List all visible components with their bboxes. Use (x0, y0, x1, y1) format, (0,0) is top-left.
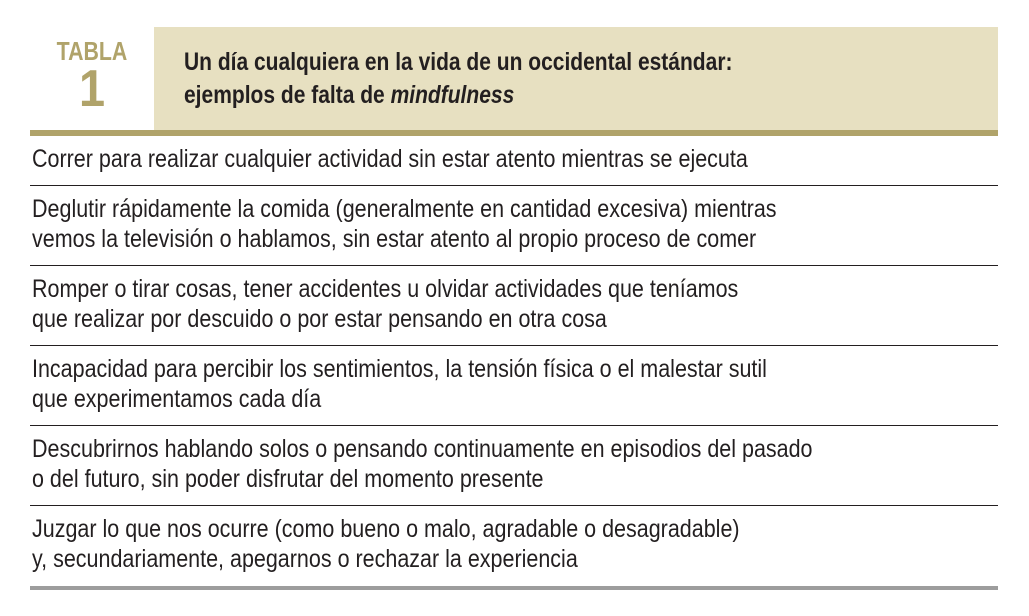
row-line: o del futuro, sin poder disfrutar del momento presente (32, 465, 544, 493)
table-title-prefix: ejemplos de falta de (184, 81, 391, 109)
table-header (30, 27, 998, 130)
table-title-line-2 (184, 80, 514, 110)
table-row (30, 426, 998, 506)
row-line: Correr para realizar cualquier actividad sin estar atento mientras se ejecuta (32, 145, 748, 173)
table-label: TABLA (56, 36, 128, 66)
row-line: Incapacidad para percibir los sentimientos, la tensión física o el malestar sutil (32, 355, 767, 383)
table (30, 27, 998, 573)
table-row (30, 136, 998, 186)
row-line: Descubrirnos hablando solos o pensando continuamente en episodios del pasado (32, 435, 813, 463)
table-row (30, 346, 998, 426)
row-line: Juzgar lo que nos ocurre (como bueno o malo, agradable o desagradable) (32, 515, 740, 543)
table-number: 1 (78, 60, 106, 118)
row-line: que realizar por descuido o por estar pensando en otra cosa (32, 305, 607, 333)
table-title-line-1: Un día cualquiera en la vida de un occidental estándar: (184, 48, 733, 76)
table-row (30, 186, 998, 266)
table-row (30, 506, 998, 586)
row-line: que experimentamos cada día (32, 385, 322, 413)
row-line: Deglutir rápidamente la comida (generalmente en cantidad excesiva) mientras (32, 195, 777, 223)
table-label-box (30, 27, 154, 130)
table-title-italic: mindfulness (390, 81, 515, 109)
row-line: vemos la televisión o hablamos, sin estar atento al propio proceso de comer (32, 225, 757, 253)
row-line: y, secundariamente, apegarnos o rechazar la experiencia (32, 545, 578, 573)
table-title-box (154, 27, 998, 130)
table-row (30, 266, 998, 346)
row-line: Romper o tirar cosas, tener accidentes u olvidar actividades que teníamos (32, 275, 739, 303)
table-rows (30, 136, 998, 586)
bottom-rule (30, 586, 998, 590)
